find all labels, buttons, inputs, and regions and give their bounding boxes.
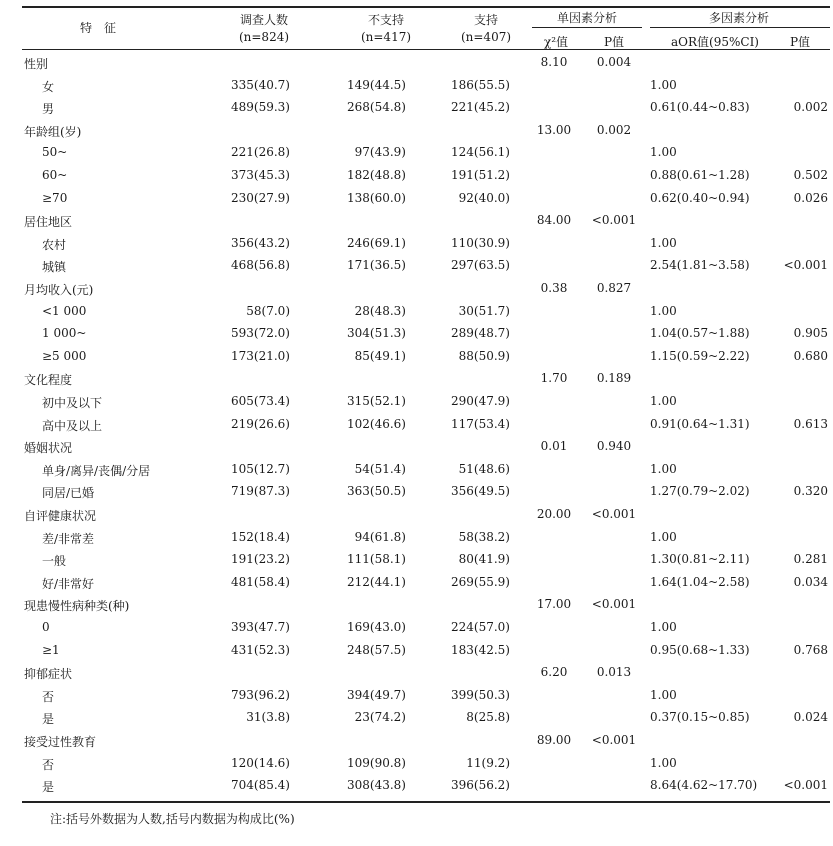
header-support	[450, 11, 522, 44]
aor-cell: 1.00	[650, 755, 677, 770]
header-p1: P值	[603, 35, 625, 49]
chi2-cell: 13.00	[536, 122, 572, 137]
table-row	[22, 774, 830, 797]
multivariate-rule	[650, 27, 830, 28]
feature-cell: 60~	[42, 168, 68, 182]
total-cell: 481(58.4)	[231, 574, 290, 589]
total-cell: 221(26.8)	[231, 145, 290, 160]
table-row	[22, 526, 830, 549]
feature-cell: 居住地区	[24, 215, 73, 230]
p-multivariate-cell: <0.001	[783, 778, 828, 793]
feature-cell: ≥5 000	[42, 348, 87, 363]
support-cell: 92(40.0)	[458, 190, 510, 205]
group-row	[22, 661, 830, 684]
p-multivariate-cell: 0.905	[793, 326, 828, 341]
p-univariate-cell: 0.002	[596, 122, 632, 137]
table-row	[22, 322, 830, 345]
feature-cell: <1 000	[42, 303, 87, 318]
aor-cell: 1.00	[650, 145, 677, 160]
support-cell: 221(45.2)	[451, 100, 510, 115]
not-support-cell: 246(69.1)	[347, 235, 406, 250]
feature-cell: 单身/离异/丧偶/分居	[42, 463, 151, 478]
group-row	[22, 51, 830, 74]
feature-cell: 现患慢性病种类(种)	[24, 599, 130, 614]
header-aor: aOR值(95%CI)	[671, 35, 759, 49]
header-not-support-n: (n=417)	[360, 30, 412, 44]
not-support-cell: 248(57.5)	[347, 642, 406, 657]
feature-cell: 自评健康状况	[24, 509, 97, 523]
feature-cell: 好/非常好	[42, 576, 95, 591]
feature-cell: 高中及以上	[42, 418, 103, 433]
not-support-cell: 182(48.8)	[347, 168, 406, 182]
p-univariate-cell: <0.001	[591, 597, 637, 612]
header-support-label: 支持	[473, 13, 498, 27]
feature-cell: 否	[42, 689, 55, 704]
support-cell: 269(55.9)	[451, 574, 510, 589]
feature-cell: 月均收入(元)	[24, 283, 94, 297]
table-row	[22, 458, 830, 481]
chi2-cell: 17.00	[536, 597, 572, 612]
p-multivariate-cell: 0.613	[793, 416, 828, 431]
feature-cell: 性别	[24, 57, 49, 71]
support-cell: 186(55.5)	[451, 77, 510, 92]
support-cell: 356(49.5)	[451, 484, 510, 499]
support-cell: 224(57.0)	[451, 620, 510, 634]
aor-cell: 0.88(0.61~1.28)	[650, 168, 750, 182]
table-row	[22, 480, 830, 503]
aor-cell: 1.00	[650, 394, 677, 408]
table-row	[22, 300, 830, 323]
not-support-cell: 308(43.8)	[347, 778, 406, 793]
not-support-cell: 111(58.1)	[347, 552, 406, 567]
header-multivariate: 多因素分析	[708, 11, 769, 25]
group-row	[22, 209, 830, 232]
not-support-cell: 109(90.8)	[347, 755, 406, 770]
bottom-rule	[22, 801, 830, 803]
aor-cell: 1.00	[650, 303, 677, 318]
total-cell: 489(59.3)	[231, 100, 290, 115]
table-row	[22, 413, 830, 436]
not-support-cell: 315(52.1)	[347, 394, 406, 408]
total-cell: 356(43.2)	[231, 235, 290, 250]
p-multivariate-cell: 0.002	[793, 100, 828, 115]
total-cell: 793(96.2)	[231, 687, 290, 702]
total-cell: 105(12.7)	[231, 461, 290, 476]
not-support-cell: 102(46.6)	[347, 416, 406, 431]
support-cell: 51(48.6)	[458, 461, 510, 476]
support-cell: 117(53.4)	[451, 416, 510, 431]
p-multivariate-cell: 0.281	[793, 552, 828, 567]
table-row	[22, 345, 830, 368]
group-row	[22, 119, 830, 142]
not-support-cell: 97(43.9)	[354, 145, 406, 160]
chi2-cell: 89.00	[536, 733, 572, 747]
table-row	[22, 752, 830, 775]
p-univariate-cell: <0.001	[591, 507, 637, 521]
aor-cell: 1.64(1.04~2.58)	[650, 574, 750, 589]
aor-cell: 0.91(0.64~1.31)	[650, 416, 750, 431]
not-support-cell: 268(54.8)	[347, 100, 406, 115]
not-support-cell: 23(74.2)	[354, 710, 406, 725]
p-univariate-cell: 0.013	[596, 665, 632, 680]
support-cell: 88(50.9)	[458, 348, 510, 363]
total-cell: 373(45.3)	[231, 168, 290, 182]
table-note: 注:括号外数据为人数,括号内数据为构成比(%)	[50, 812, 295, 826]
aor-cell: 8.64(4.62~17.70)	[650, 778, 758, 793]
not-support-cell: 28(48.3)	[354, 303, 406, 318]
header-feature: 特 征	[80, 21, 117, 35]
table-row	[22, 706, 830, 729]
chi2-cell: 8.10	[540, 55, 568, 69]
not-support-cell: 138(60.0)	[347, 190, 406, 205]
feature-cell: 差/非常差	[42, 531, 95, 546]
header-univariate: 单因素分析	[556, 11, 617, 25]
support-cell: 399(50.3)	[451, 687, 510, 702]
feature-cell: 是	[42, 780, 55, 795]
not-support-cell: 363(50.5)	[347, 484, 406, 499]
feature-cell: 同居/已婚	[42, 486, 95, 501]
chi2-cell: 1.70	[540, 371, 568, 386]
chi2-cell: 0.38	[540, 281, 568, 295]
table-row	[22, 684, 830, 707]
p-multivariate-cell: 0.024	[793, 710, 828, 725]
support-cell: 124(56.1)	[451, 145, 510, 160]
table-row	[22, 232, 830, 255]
table-row	[22, 164, 830, 187]
table-row	[22, 74, 830, 97]
not-support-cell: 149(44.5)	[347, 77, 406, 92]
support-cell: 58(38.2)	[458, 529, 510, 544]
aor-cell: 0.37(0.15~0.85)	[650, 710, 750, 725]
table-row	[22, 548, 830, 571]
group-row	[22, 277, 830, 300]
not-support-cell: 169(43.0)	[347, 620, 406, 634]
feature-cell: 1 000~	[42, 326, 87, 341]
total-cell: 605(73.4)	[231, 394, 290, 408]
not-support-cell: 54(51.4)	[354, 461, 406, 476]
p-multivariate-cell: 0.026	[793, 190, 828, 205]
aor-cell: 1.27(0.79~2.02)	[650, 484, 750, 499]
aor-cell: 1.30(0.81~2.11)	[650, 552, 750, 567]
header-p2: P值	[789, 35, 811, 49]
aor-cell: 0.62(0.40~0.94)	[650, 190, 750, 205]
feature-cell: 男	[42, 102, 55, 117]
aor-cell: 1.00	[650, 235, 677, 250]
feature-cell: 城镇	[42, 260, 67, 275]
p-univariate-cell: <0.001	[591, 213, 637, 228]
support-cell: 30(51.7)	[458, 303, 510, 318]
feature-cell: 女	[42, 79, 55, 94]
feature-cell: 婚姻状况	[24, 441, 73, 456]
total-cell: 191(23.2)	[231, 552, 290, 567]
feature-cell: 抑郁症状	[24, 667, 73, 682]
total-cell: 393(47.7)	[231, 620, 290, 634]
total-cell: 120(14.6)	[231, 755, 290, 770]
total-cell: 230(27.9)	[231, 190, 290, 205]
group-row	[22, 729, 830, 752]
support-cell: 183(42.5)	[451, 642, 510, 657]
aor-cell: 0.95(0.68~1.33)	[650, 642, 750, 657]
table-row	[22, 187, 830, 210]
not-support-cell: 212(44.1)	[347, 574, 406, 589]
feature-cell: 文化程度	[24, 373, 73, 388]
header-total-n: (n=824)	[238, 30, 290, 44]
aor-cell: 1.00	[650, 461, 677, 476]
chi2-cell: 0.01	[540, 439, 568, 454]
top-rule	[22, 6, 830, 8]
p-multivariate-cell: <0.001	[783, 258, 828, 273]
total-cell: 704(85.4)	[231, 778, 290, 793]
total-cell: 719(87.3)	[231, 484, 290, 499]
header-rule	[22, 49, 830, 50]
not-support-cell: 171(36.5)	[347, 258, 406, 273]
feature-cell: 一般	[42, 554, 67, 569]
chi2-cell: 20.00	[536, 507, 572, 521]
feature-cell: 农村	[42, 237, 67, 252]
feature-cell: 接受过性教育	[24, 735, 97, 749]
header-not-support	[350, 11, 422, 44]
support-cell: 191(51.2)	[451, 168, 510, 182]
feature-cell: ≥70	[42, 190, 68, 205]
p-univariate-cell: 0.827	[596, 281, 632, 295]
not-support-cell: 304(51.3)	[347, 326, 406, 341]
table-row	[22, 96, 830, 119]
aor-cell: 0.61(0.44~0.83)	[650, 100, 750, 115]
p-multivariate-cell: 0.034	[793, 574, 828, 589]
aor-cell: 1.00	[650, 529, 677, 544]
total-cell: 219(26.6)	[231, 416, 290, 431]
header-not-support-label: 不支持	[367, 13, 404, 27]
table-row	[22, 141, 830, 164]
feature-cell: 年龄组(岁)	[24, 124, 82, 139]
total-cell: 31(3.8)	[246, 710, 290, 725]
group-row	[22, 593, 830, 616]
aor-cell: 1.04(0.57~1.88)	[650, 326, 750, 341]
header-support-n: (n=407)	[460, 30, 512, 44]
total-cell: 58(7.0)	[246, 303, 290, 318]
aor-cell: 1.00	[650, 687, 677, 702]
total-cell: 593(72.0)	[231, 326, 290, 341]
support-cell: 8(25.8)	[466, 710, 510, 725]
table-row	[22, 571, 830, 594]
aor-cell: 1.15(0.59~2.22)	[650, 348, 750, 363]
p-univariate-cell: 0.004	[596, 55, 632, 69]
support-cell: 396(56.2)	[451, 778, 510, 793]
header-total-label: 调查人数	[239, 13, 288, 27]
feature-cell: 50~	[42, 145, 68, 160]
feature-cell: ≥1	[42, 642, 60, 657]
support-cell: 80(41.9)	[458, 552, 510, 567]
not-support-cell: 94(61.8)	[354, 529, 406, 544]
not-support-cell: 85(49.1)	[354, 348, 406, 363]
aor-cell: 1.00	[650, 620, 677, 634]
aor-cell: 1.00	[650, 77, 677, 92]
chi2-cell: 84.00	[536, 213, 572, 228]
support-cell: 110(30.9)	[451, 235, 510, 250]
support-cell: 290(47.9)	[451, 394, 510, 408]
aor-cell: 2.54(1.81~3.58)	[650, 258, 750, 273]
header-total	[228, 11, 300, 44]
group-row	[22, 435, 830, 458]
header-chi2: χ²值	[543, 35, 569, 49]
univariate-rule	[532, 27, 642, 28]
p-multivariate-cell: 0.502	[793, 168, 828, 182]
p-multivariate-cell: 0.680	[793, 348, 828, 363]
table-row	[22, 390, 830, 413]
chi2-cell: 6.20	[540, 665, 568, 680]
group-row	[22, 367, 830, 390]
table-row	[22, 254, 830, 277]
feature-cell: 否	[42, 757, 55, 772]
total-cell: 152(18.4)	[231, 529, 290, 544]
p-univariate-cell: <0.001	[591, 733, 637, 747]
total-cell: 468(56.8)	[231, 258, 290, 273]
p-multivariate-cell: 0.320	[793, 484, 828, 499]
p-multivariate-cell: 0.768	[793, 642, 828, 657]
support-cell: 297(63.5)	[451, 258, 510, 273]
support-cell: 289(48.7)	[451, 326, 510, 341]
feature-cell: 是	[42, 712, 55, 727]
table-row	[22, 639, 830, 662]
group-row	[22, 503, 830, 526]
feature-cell: 初中及以下	[42, 396, 103, 410]
support-cell: 11(9.2)	[466, 755, 510, 770]
p-univariate-cell: 0.189	[596, 371, 632, 386]
not-support-cell: 394(49.7)	[347, 687, 406, 702]
total-cell: 335(40.7)	[231, 77, 290, 92]
p-univariate-cell: 0.940	[596, 439, 632, 454]
total-cell: 173(21.0)	[231, 348, 290, 363]
total-cell: 431(52.3)	[231, 642, 290, 657]
feature-cell: 0	[42, 620, 50, 634]
table-row	[22, 616, 830, 639]
